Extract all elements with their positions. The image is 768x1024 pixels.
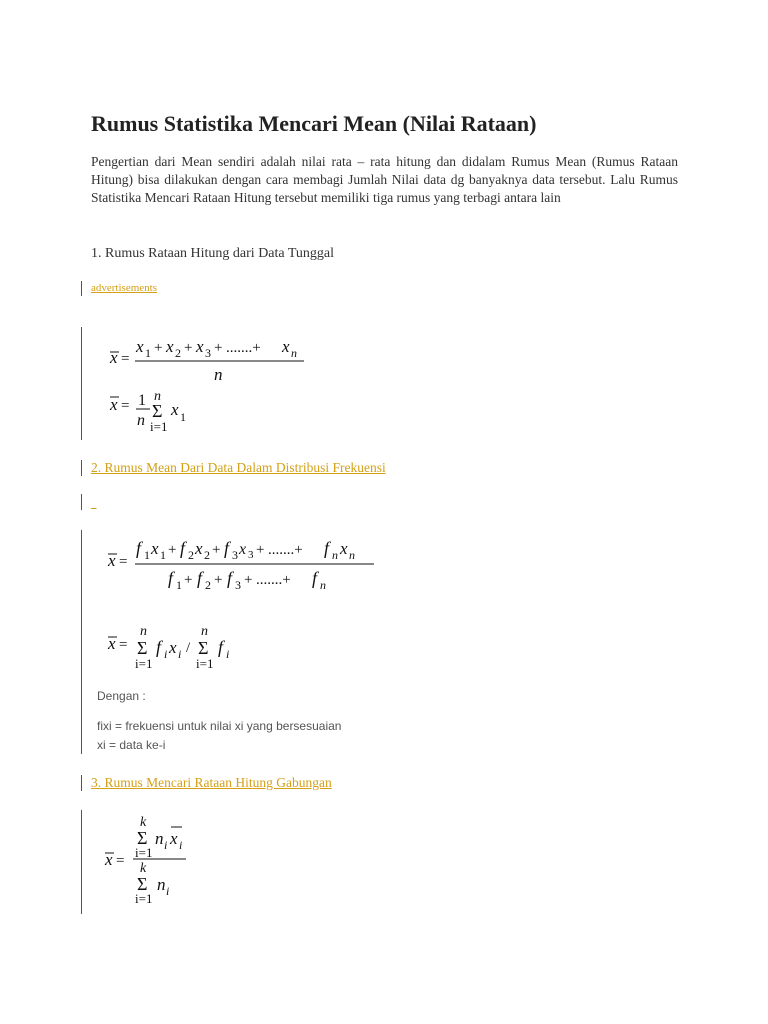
quote-bar: [81, 810, 82, 914]
svg-text:i: i: [178, 647, 182, 661]
svg-text:n: n: [155, 829, 164, 848]
svg-text:.......+: .......+: [256, 572, 291, 588]
intro-paragraph: Pengertian dari Mean sendiri adalah nilai rata – rata hitung dan didalam Rumus Mean (Rumus Rataan Hitung) bisa dilakukan dengan cara membagi Jumlah Nilai data dg banyaknya data tersebut. Lalu Rumus Statistika Mencari Rataan Hitung tersebut memiliki tiga rumus yang terbagi antara lain: [91, 154, 678, 205]
svg-text:f: f: [168, 568, 174, 588]
svg-text:k: k: [140, 861, 147, 876]
svg-text:x: x: [196, 337, 204, 356]
svg-text:1: 1: [160, 548, 166, 562]
section-1-heading: 1. Rumus Rataan Hitung dari Data Tunggal: [91, 246, 335, 261]
svg-text:f: f: [227, 568, 233, 588]
svg-text:i: i: [179, 838, 183, 852]
svg-text:x: x: [282, 337, 290, 356]
svg-text:2: 2: [175, 346, 181, 360]
svg-text:+: +: [168, 542, 177, 558]
svg-text:3: 3: [205, 346, 211, 360]
svg-text:n: n: [157, 875, 166, 894]
svg-text:1: 1: [144, 548, 150, 562]
svg-text:.......+: .......+: [226, 340, 261, 356]
svg-text:i: i: [164, 647, 168, 661]
spacer-link[interactable]: _: [91, 498, 97, 510]
svg-text:x: x: [110, 348, 118, 367]
svg-text:x: x: [195, 539, 203, 558]
formula-1-mean: [108, 333, 318, 446]
svg-text:f: f: [218, 637, 224, 657]
formula-2-mean: [104, 534, 384, 679]
svg-text:k: k: [140, 815, 147, 830]
svg-text:+: +: [244, 572, 253, 588]
svg-text:f: f: [312, 568, 318, 588]
svg-text:n: n: [291, 346, 297, 360]
svg-text:x: x: [108, 634, 116, 653]
svg-text:+: +: [184, 340, 193, 356]
svg-text:n: n: [214, 365, 223, 384]
quote-bar: [81, 530, 82, 754]
svg-text:x: x: [166, 337, 174, 356]
svg-text:/: /: [186, 640, 191, 656]
svg-text:1: 1: [145, 346, 151, 360]
svg-text:i=1: i=1: [135, 656, 153, 671]
svg-text:f: f: [156, 637, 162, 657]
svg-text:x: x: [110, 395, 118, 414]
svg-text:x: x: [136, 337, 144, 356]
svg-text:x: x: [151, 539, 159, 558]
svg-text:i: i: [226, 647, 230, 661]
svg-text:Σ: Σ: [137, 828, 148, 848]
svg-text:2: 2: [205, 578, 211, 592]
svg-text:x: x: [340, 539, 348, 558]
formula-3-mean: [102, 813, 212, 906]
svg-text:x: x: [170, 829, 178, 848]
definition-fixi: fixi = frekuensi untuk nilai xi yang bersesuaian: [97, 719, 342, 733]
svg-text:+: +: [214, 572, 223, 588]
svg-text:x: x: [169, 638, 177, 657]
definition-xi: xi = data ke-i: [97, 738, 166, 752]
quote-bar: [81, 327, 82, 440]
svg-text:3: 3: [232, 548, 238, 562]
svg-text:x: x: [105, 850, 113, 869]
svg-text:3: 3: [235, 578, 241, 592]
svg-text:i=1: i=1: [196, 656, 214, 671]
svg-text:f: f: [180, 538, 186, 558]
svg-text:x: x: [239, 541, 247, 558]
dengan-label: Dengan :: [97, 689, 146, 703]
section-2-link[interactable]: 2. Rumus Mean Dari Data Dalam Distribusi Frekuensi: [91, 460, 386, 475]
svg-text:1: 1: [138, 392, 146, 409]
svg-text:2: 2: [188, 548, 194, 562]
svg-text:+: +: [154, 340, 163, 356]
svg-text:f: f: [136, 538, 142, 558]
quote-bar: [81, 775, 82, 791]
svg-text:n: n: [201, 624, 208, 639]
svg-text:i=1: i=1: [135, 845, 153, 860]
svg-text:n: n: [349, 548, 355, 562]
svg-text:Σ: Σ: [152, 401, 163, 421]
svg-text:f: f: [224, 538, 230, 558]
advertisements-link[interactable]: advertisements: [91, 282, 157, 294]
quote-bar: [81, 281, 82, 296]
svg-text:x: x: [108, 551, 116, 570]
svg-text:=: =: [116, 853, 125, 869]
svg-text:i: i: [164, 838, 168, 852]
svg-text:i=1: i=1: [150, 419, 168, 434]
svg-text:2: 2: [204, 548, 210, 562]
svg-text:i=1: i=1: [135, 891, 153, 906]
svg-text:+: +: [214, 340, 223, 356]
svg-text:i: i: [166, 884, 170, 898]
svg-text:f: f: [197, 568, 203, 588]
svg-text:=: =: [119, 554, 128, 570]
svg-text:=: =: [121, 351, 130, 367]
svg-text:+: +: [184, 572, 193, 588]
svg-text:n: n: [137, 412, 145, 429]
svg-text:x: x: [171, 400, 179, 419]
svg-text:1: 1: [176, 578, 182, 592]
quote-bar: [81, 460, 82, 476]
svg-text:.......+: .......+: [268, 542, 303, 558]
svg-text:n: n: [320, 578, 326, 592]
svg-text:Σ: Σ: [137, 874, 148, 894]
svg-text:+: +: [256, 542, 265, 558]
svg-text:3: 3: [248, 549, 254, 561]
svg-text:+: +: [212, 542, 221, 558]
quote-bar: [81, 494, 82, 510]
page-title: Rumus Statistika Mencari Mean (Nilai Rataan): [91, 111, 537, 136]
svg-text:f: f: [324, 538, 330, 558]
svg-text:Σ: Σ: [137, 638, 148, 658]
section-3-link[interactable]: 3. Rumus Mencari Rataan Hitung Gabungan: [91, 775, 332, 790]
svg-text:n: n: [154, 389, 161, 404]
svg-text:n: n: [332, 548, 338, 562]
svg-text:Σ: Σ: [198, 638, 209, 658]
svg-text:1: 1: [180, 410, 186, 424]
svg-text:=: =: [121, 398, 130, 414]
svg-text:n: n: [140, 624, 147, 639]
svg-text:=: =: [119, 637, 128, 653]
